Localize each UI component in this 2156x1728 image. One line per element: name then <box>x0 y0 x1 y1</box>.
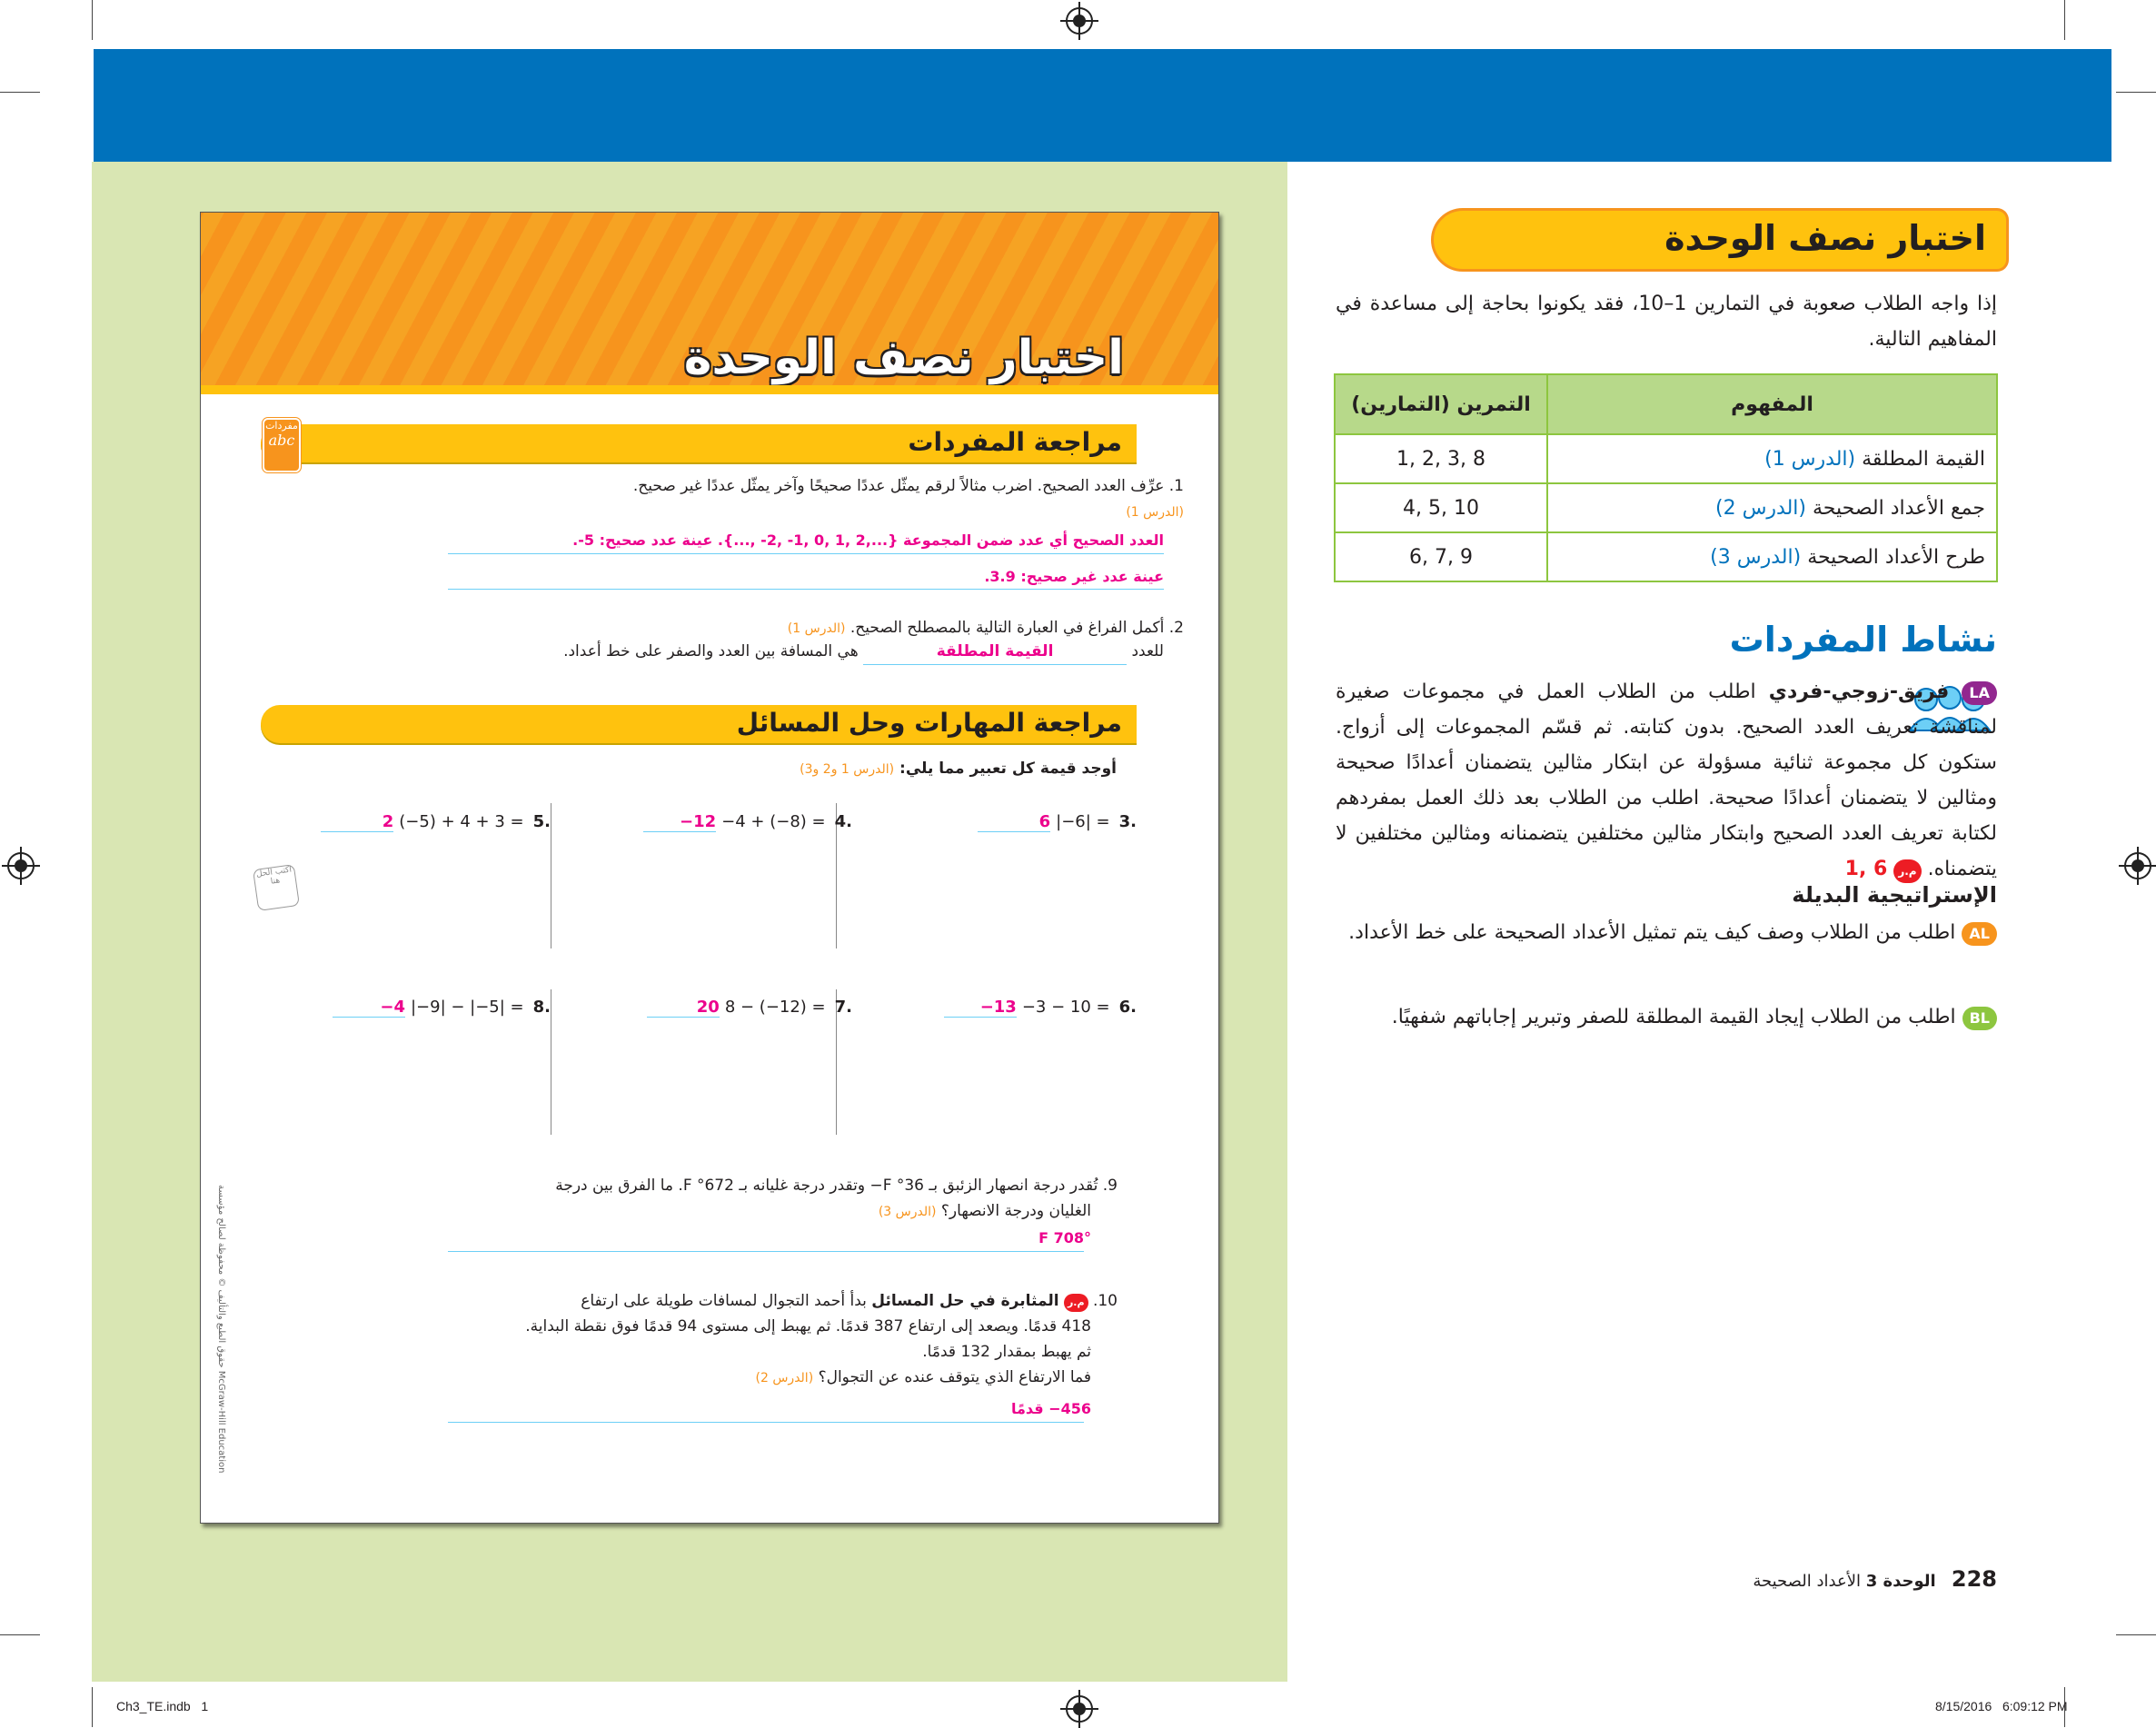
question-10 <box>463 1288 1118 1314</box>
bl-text: اطلب من الطلاب إيجاد القيمة المطلقة للصفر وتبرير إجاباتهم شفهيًا. <box>1391 1006 1956 1028</box>
lesson-ref: (الدرس 1 و2 و3) <box>800 762 895 777</box>
crop-mark <box>2116 1634 2156 1635</box>
lesson-ref: (الدرس 1) <box>787 621 846 636</box>
question-text: فما الارتفاع الذي يتوقف عنده عن التجوال؟ <box>818 1368 1091 1386</box>
answer-q10: 456− قدمًا <box>1010 1400 1091 1417</box>
registration-mark-icon <box>1066 1695 1093 1723</box>
abc-icon: abc <box>268 432 295 449</box>
student-page <box>200 212 1219 1524</box>
answer-q1-line1: العدد الصحيح أي عدد ضمن المجموعة {...,2 ,1 ,0 ,1- ,2- ,...}. عينة عدد صحيح: 5-. <box>572 531 1164 549</box>
mp-badge: م.ر <box>1893 859 1921 883</box>
crop-mark <box>0 1634 40 1635</box>
crop-mark <box>92 0 93 40</box>
slug-file: Ch3_TE.indb 1 <box>116 1699 209 1713</box>
team-text: اطلب من الطلاب العمل في مجموعات صغيرة لمناقشة تعريف العدد الصحيح. بدون كتابته. ثم قسّم المجموعات إلى أزواج. ستكون كل مجموعة ثنائية مسؤولة عن ابتكار مثالين يتضمنان أعدادًا صحيحة ومثالين لا يتضمنان أعدادًا صحيحة. اطلب من الطلاب بعد ذلك العمل بمفردهم لكتابة تعريف العدد الصحيح وابتكار مثالين مختلفين يتضمنانه ومثالين مختلفين لا يتضمناه. <box>1336 680 1997 880</box>
team-title: فريق-زوجي-فردي <box>1768 680 1950 703</box>
unit-label: الوحدة 3 <box>1865 1572 1936 1591</box>
la-badge: LA <box>1962 681 1997 705</box>
crop-mark <box>92 1687 93 1727</box>
unit-name: الأعداد الصحيحة <box>1753 1572 1861 1591</box>
concept: القيمة المطلقة <box>1862 447 1985 471</box>
header-band <box>201 385 1218 394</box>
skills-review-bar <box>261 705 1137 743</box>
table-row <box>1335 483 1997 532</box>
lesson-ref: (الدرس 1) <box>1126 505 1184 520</box>
q10-title: المثابرة في حل المسائل <box>871 1292 1059 1310</box>
concept: طرح الأعداد الصحيحة <box>1807 545 1985 569</box>
question-number: 9. <box>1102 1177 1118 1195</box>
exercise-list: 1, 2, 3, 8 <box>1335 434 1547 483</box>
write-here-icon: اكتب الحل هنا <box>253 864 300 911</box>
crop-mark <box>2064 0 2065 40</box>
exercise-list: 6, 7, 9 <box>1335 532 1547 581</box>
exercise-item <box>580 998 852 1018</box>
exercise-number: 7. <box>834 998 852 1017</box>
teacher-banner-title: اختبار نصف الوحدة <box>1664 218 1986 258</box>
question-text: تُقدر درجة انصهار الزئبق بـ F °36− وتقدر درجة غليانه بـ F °672. ما الفرق بين درجة <box>555 1177 1098 1195</box>
question-number: 10. <box>1092 1292 1118 1310</box>
student-page-header <box>201 213 1218 394</box>
question-text: أكمل الفراغ في العبارة التالية بالمصطلح الصحيح. <box>849 619 1165 637</box>
slug-datetime: 8/15/2016 6:09:12 PM <box>1935 1699 2068 1713</box>
exercise-expression: |−6| = <box>1056 812 1110 831</box>
teacher-intro: إذا واجه الطلاب صعوبة في التمارين 1–10، فقد يكونوا بحاجة إلى مساعدة في المفاهيم التالية. <box>1336 293 1997 351</box>
question-text: بدأ أحمد التجوال لمسافات طويلة على ارتفاع <box>581 1292 867 1310</box>
question-9-line2 <box>455 1198 1091 1225</box>
answer-line <box>448 553 1164 554</box>
vocab-review-bar <box>261 424 1137 462</box>
exercise-number: 3. <box>1118 812 1137 831</box>
q2-text-a: للعدد <box>1131 642 1164 660</box>
crop-mark <box>0 92 40 93</box>
al-strategy <box>1336 915 1997 950</box>
question-number: 1. <box>1168 477 1184 495</box>
page-footer <box>1753 1566 1997 1592</box>
answer-q2: القيمة المطلقة <box>863 639 1127 665</box>
question-2 <box>548 615 1184 641</box>
answer-line <box>448 589 1164 590</box>
lesson-ref: (الدرس 1) <box>1764 447 1856 471</box>
table-header-concept: المفهوم <box>1547 374 1997 434</box>
al-badge: AL <box>1962 922 1997 946</box>
table-header-exercises: التمرين (التمارين) <box>1335 374 1547 434</box>
lesson-ref: (الدرس 3) <box>878 1205 937 1219</box>
exercise-number: 4. <box>834 812 852 831</box>
question-9 <box>463 1173 1118 1198</box>
table-row <box>1335 434 1997 483</box>
al-text: اطلب من الطلاب وصف كيف يتم تمثيل الأعداد الصحيحة على خط الأعداد. <box>1348 921 1956 944</box>
lesson-ref: (الدرس 3) <box>1710 545 1802 569</box>
question-1 <box>621 473 1184 525</box>
exercise-number: 8. <box>532 998 551 1017</box>
exercise-answer: −12 <box>643 812 716 832</box>
exercise-number: 5. <box>532 812 551 831</box>
exercise-item <box>864 812 1137 832</box>
exercise-expression: 8 − (−12) = <box>724 998 826 1017</box>
instruction <box>481 756 1117 782</box>
question-10-line4 <box>437 1365 1091 1391</box>
top-blue-bar <box>94 49 2111 162</box>
q2-text-b: هي المسافة بين العدد والصفر على خط أعداد. <box>563 642 859 660</box>
exercise-item <box>278 812 551 832</box>
vocab-icon <box>263 418 301 472</box>
question-number: 2. <box>1168 619 1184 637</box>
registration-mark-icon <box>1066 7 1093 35</box>
table-row <box>1335 532 1997 581</box>
registration-mark-icon <box>7 852 35 879</box>
exercise-expression: (−5) + 4 + 3 = <box>399 812 524 831</box>
answer-q1-line2: عينة عدد غير صحيح: 3.9. <box>984 568 1164 585</box>
question-text: عرِّف العدد الصحيح. اضرب مثالاً لرقم يمثّل عددًا صحيحًا وآخر يمثّل عددًا غير صحيح. <box>632 477 1165 495</box>
student-page-title: اختبار نصف الوحدة <box>683 331 1124 385</box>
exercise-list: 4, 5, 10 <box>1335 483 1547 532</box>
vocab-activity-title: نشاط المفردات <box>1729 620 1997 660</box>
answer-line <box>448 1422 1084 1423</box>
bl-strategy <box>1363 999 1997 1035</box>
exercise-item <box>864 998 1137 1018</box>
exercise-answer: 6 <box>978 812 1050 832</box>
teacher-banner <box>1434 211 2006 269</box>
instruction-text: أوجد قيمة كل تعبير مما يلي: <box>899 760 1117 778</box>
vocab-icon-label: مفردات <box>265 420 298 432</box>
lesson-ref: (الدرس 2) <box>1714 496 1806 520</box>
exercise-expression: |−9| − |−5| = <box>410 998 524 1017</box>
exercise-item <box>580 812 852 832</box>
answer-line <box>448 1251 1084 1252</box>
lesson-ref: (الدرس 2) <box>755 1371 814 1385</box>
question-10-line3: ثم يهبط بمقدار 132 قدمًا. <box>922 1343 1091 1361</box>
crop-mark <box>2116 92 2156 93</box>
exercise-expression: −4 + (−8) = <box>721 812 826 831</box>
alt-strategy-title: الإستراتيجية البديلة <box>1792 882 1997 908</box>
registration-mark-icon <box>2124 852 2151 879</box>
exercise-answer: −4 <box>333 998 405 1018</box>
answer-q9: 708° F <box>1038 1229 1091 1246</box>
page-number: 228 <box>1951 1566 1997 1592</box>
team-activity <box>1336 674 1997 887</box>
concept: جمع الأعداد الصحيحة <box>1813 496 1985 520</box>
question-10-line2: 418 قدمًا. ويصعد إلى ارتفاع 387 قدمًا. ثم يهبط إلى مستوى 94 قدمًا فوق نقطة البداية. <box>525 1317 1091 1336</box>
exercise-item <box>278 998 551 1018</box>
mp-refs: 1, 6 <box>1844 858 1888 880</box>
question-text: الغليان ودرجة الانصهار؟ <box>940 1202 1091 1220</box>
exercise-answer: −13 <box>944 998 1017 1018</box>
bl-badge: BL <box>1962 1007 1997 1030</box>
exercise-number: 6. <box>1118 998 1137 1017</box>
exercise-answer: 2 <box>321 812 393 832</box>
question-2-blank <box>510 639 1164 665</box>
copyright-notice: حقوق الطبع والتأليف © محفوظة لصالح مؤسسة McGraw-Hill Education <box>216 1185 226 1474</box>
vocab-review-title: مراجعة المفردات <box>908 427 1122 457</box>
mp-badge: م.ر <box>1064 1294 1088 1312</box>
skills-review-title: مراجعة المهارات وحل المسائل <box>736 708 1122 738</box>
exercise-answer: 20 <box>647 998 720 1018</box>
concept-table <box>1334 373 1998 582</box>
exercise-expression: −3 − 10 = <box>1021 998 1110 1017</box>
